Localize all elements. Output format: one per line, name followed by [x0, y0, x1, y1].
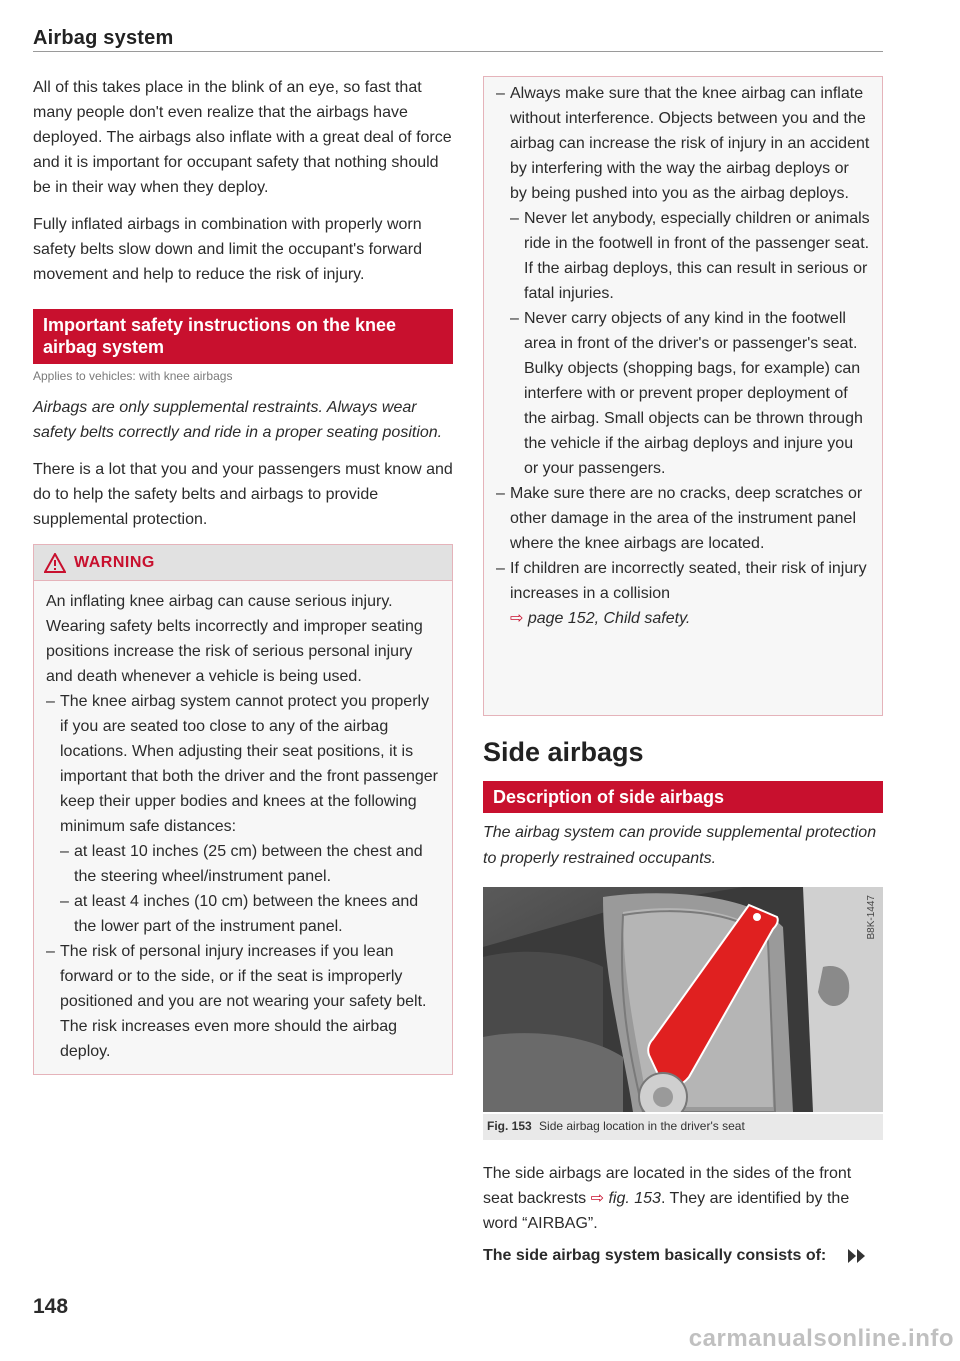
side-airbags-heading: Description of side airbags [483, 781, 883, 813]
side-text-b: . They are identified by the word “AIRBAG”. [483, 1190, 850, 1232]
warning-item-text: Always make sure that the knee airbag can inflate without interference. Objects between you and the airbag can increase the risk of injury in an accident by interfering with the way the airbag deploys or by being pushed into you as the airbag deploys. [510, 85, 870, 202]
header-rule [33, 51, 883, 52]
side-lead-text: The airbag system can provide supplemental protection to properly restrained occupants. [483, 824, 877, 867]
figure-code: B8K-1447 [866, 895, 877, 940]
watermark: carmanualsonline.info [688, 1325, 954, 1352]
side-airbag-subheading [483, 1247, 903, 1265]
child-safety-link[interactable]: page 152, Child safety. [527, 610, 691, 627]
warning-body [34, 581, 452, 1074]
figure-caption [483, 1114, 883, 1140]
warning-item [496, 556, 870, 631]
arrow-ref-icon: ⇨ [590, 1190, 605, 1207]
warning-sublist [510, 206, 870, 481]
warning-subitem: – at least 4 inches (10 cm) between the knees and the lower part of the instrument panel. [60, 889, 440, 939]
warning-item-text: If children are incorrectly seated, their risk of injury increases in a collision [510, 560, 867, 602]
warning-header [34, 545, 452, 581]
intro-paragraph-1: All of this takes place in the blink of an eye, so fast that many people don't even realize that the airbags have deployed. The airbags also inflate with a great deal of force and it is important for occupant safety that nothing should be in their way when they deploy. [33, 79, 452, 196]
warning-item [496, 81, 870, 481]
knee-lead-text: Airbags are only supplemental restraints. Always wear safety belts correctly and ride in a proper seating position. [33, 399, 443, 441]
warning-item: – The risk of personal injury increases if you lean forward or to the side, or if the seat is improperly positioned and you are not wearing your safety belt. The risk increases even more should the airbag deploy. [46, 939, 440, 1064]
left-column [33, 75, 453, 1075]
page-title: Airbag system [33, 27, 174, 49]
warning-item-text: The knee airbag system cannot protect you properly if you are seated too close to any of the airbag locations. When adjusting their seat positions, it is important that both the driver and the front passenger keep their upper bodies and knees at the following minimum safe distances: [60, 693, 439, 835]
warning-item: – Make sure there are no cracks, deep scratches or other damage in the area of the instrument panel where the knee airbags are located. [496, 481, 870, 556]
warning-box [33, 544, 453, 1075]
figure-ref-link[interactable]: fig. 153 [608, 1190, 661, 1207]
warning-subitem: – Never carry objects of any kind in the footwell area in front of the driver's or passenger's seat. Bulky objects (shopping bags, for example) can interfere with or prevent proper deployment of the airbag. Small objects can be thrown through the vehicle if the airbag deploys and injure you or your passengers. [510, 306, 870, 481]
arrow-ref-icon: ⇨ [510, 610, 524, 627]
page-number: 148 [33, 1295, 69, 1318]
warning-sublist [60, 839, 440, 939]
applies-note: Applies to vehicles: with knee airbags [33, 369, 233, 383]
figure-caption-text: Side airbag location in the driver's seat [539, 1119, 745, 1133]
subheading-text: The side airbag system basically consists of: [483, 1247, 827, 1264]
warning-subitem: – Never let anybody, especially children or animals ride in the footwell in front of the passenger seat. If the airbag deploys, this can result in serious or fatal injuries. [510, 206, 870, 306]
section-title: Side airbags [483, 737, 644, 767]
warning-subitem: – at least 10 inches (25 cm) between the chest and the steering wheel/instrument panel. [60, 839, 440, 889]
figure-image [483, 887, 883, 1112]
warning-continuation-list [496, 81, 870, 631]
warning-label: WARNING [74, 553, 155, 571]
side-text-a: The side airbags are located in the sides of the front seat backrests [483, 1165, 852, 1207]
page-header [33, 27, 883, 50]
intro-paragraph-2: Fully inflated airbags in combination with properly worn safety belts slow down and limit the occupant's forward movement and help to reduce the risk of injury. [33, 216, 423, 283]
seat-illustration [483, 887, 883, 1112]
warning-intro: An inflating knee airbag can cause serious injury. Wearing safety belts incorrectly and improper seating positions increase the risk of serious personal injury and death whenever a vehicle is being used. [46, 593, 423, 685]
continue-arrow-icon [848, 1249, 866, 1263]
knee-airbag-heading: Important safety instructions on the knee airbag system [33, 309, 453, 364]
figure-label: Fig. 153 [487, 1119, 532, 1133]
side-airbag-text [483, 1161, 883, 1236]
warning-item [46, 689, 440, 939]
warning-triangle-icon [44, 553, 66, 573]
figure-153 [483, 887, 883, 1361]
warning-continuation-box [483, 76, 883, 716]
knee-paragraph: There is a lot that you and your passengers must know and do to help the safety belts and airbags to provide supplemental protection. [33, 461, 453, 528]
warning-list [46, 689, 440, 1064]
